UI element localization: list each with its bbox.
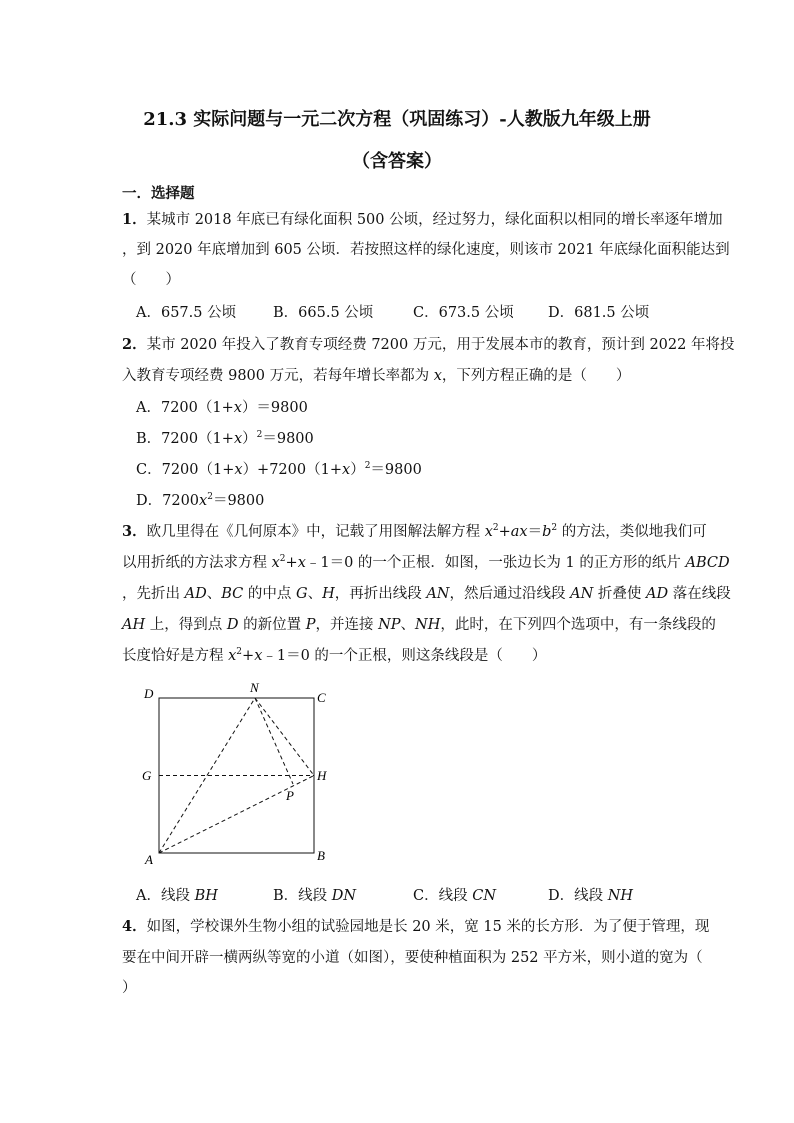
exponent: 2	[256, 430, 263, 441]
text-run: 、	[206, 586, 222, 602]
variable-x: x	[228, 648, 237, 664]
exponent: 2	[364, 461, 371, 472]
text-run: B．线段	[273, 888, 332, 904]
variable: DN	[331, 888, 357, 904]
question-1-option-a[interactable]: A．657.5 公顷	[136, 305, 237, 321]
variable: NH	[607, 888, 634, 904]
label-h: H	[317, 768, 327, 783]
question-3-number: 3．	[122, 523, 147, 540]
label-n: N	[250, 680, 259, 695]
variable-x: x	[342, 462, 351, 478]
text-run: 、	[307, 586, 323, 602]
question-4-number: 4．	[122, 918, 147, 935]
page-title: 21.3 实际问题与一元二次方程（巩固练习）-人教版九年级上册	[143, 109, 651, 130]
variable: H	[322, 586, 335, 602]
text-run: A．7200（1+	[136, 400, 234, 416]
text-run: 的方法，类似地我们可	[557, 524, 707, 540]
question-1-option-d[interactable]: D．681.5 公顷	[548, 305, 650, 321]
text-run: 的中点	[243, 586, 296, 602]
text-run: +	[285, 555, 298, 571]
text-run: D．线段	[548, 888, 608, 904]
variable: AN	[426, 586, 450, 602]
question-3-option-d[interactable]	[548, 884, 633, 905]
question-2-line-2	[122, 364, 630, 385]
label-a: A	[145, 852, 153, 866]
text-run: ，再折出线段	[334, 586, 427, 602]
text-run: C．线段	[413, 888, 473, 904]
question-3-line-1	[122, 520, 707, 541]
question-2-option-b[interactable]	[136, 427, 314, 448]
variable-ax: ax	[510, 524, 528, 540]
question-3-line-3	[122, 582, 731, 603]
text-run: ，并连接	[315, 617, 379, 633]
question-4-line-2: 要在中间开辟一横两纵等宽的小道（如图），要使种植面积为 252 平方米，则小道的宽为（	[122, 950, 703, 966]
label-p: P	[286, 788, 294, 803]
question-4-line-1	[122, 915, 709, 936]
variable-x: x	[199, 493, 208, 509]
variable: AD	[184, 586, 207, 602]
text-run: ＝	[527, 524, 543, 540]
question-1-option-b[interactable]: B．665.5 公顷	[273, 305, 374, 321]
question-2-number: 2．	[122, 336, 147, 353]
text-run: 入教育专项经费 9800 万元，若每年增长率都为	[122, 368, 434, 384]
question-4-line-3: ）	[122, 980, 137, 996]
variable-x: x	[233, 400, 242, 416]
variable: NP	[378, 617, 401, 633]
text-run: ＝9800	[370, 462, 422, 478]
variable: AH	[122, 617, 146, 633]
question-1-text: 某城市 2018 年底已有绿化面积 500 公顷，经过努力，绿化面积以相同的增长率逐年增加	[146, 212, 723, 228]
variable-x: x	[233, 431, 243, 447]
variable-x: x	[271, 555, 280, 571]
text-run: ）	[242, 431, 257, 447]
question-3-line-4	[122, 613, 716, 634]
variable-x: x	[297, 555, 306, 571]
text-run: 落在线段	[668, 586, 731, 602]
variable-x: x	[254, 648, 263, 664]
text-run: ﹣1＝0 的一个正根，则这条线段是（ ）	[262, 648, 547, 664]
text-run: D．7200	[136, 493, 200, 509]
exponent: 2	[551, 523, 558, 534]
variable: BH	[194, 888, 218, 904]
text-run: ＝9800	[212, 493, 265, 509]
label-d: D	[144, 686, 154, 701]
variable: AD	[646, 586, 669, 602]
text-run: 折叠使	[593, 586, 646, 602]
question-3-figure	[138, 676, 338, 866]
text-run: ﹣1＝0 的一个正根．如图，一张边长为 1 的正方形的纸片	[305, 555, 686, 571]
question-2-line-1	[122, 333, 734, 354]
label-g: G	[142, 768, 152, 783]
question-2-option-d[interactable]	[136, 489, 264, 510]
text-run: ，先折出	[122, 586, 185, 602]
variable: NH	[415, 617, 441, 633]
question-3-line-5	[122, 644, 546, 665]
question-1-number: 1．	[122, 211, 147, 228]
variable-x: x	[484, 524, 493, 540]
question-2-text: 某市 2020 年投入了教育专项经费 7200 万元，用于发展本市的教育，预计到 2022 年将投	[146, 337, 735, 353]
text-run: ）+7200（1+	[242, 462, 342, 478]
question-1-line-3: （ ）	[122, 272, 180, 288]
question-3-line-2	[122, 551, 730, 572]
text-run: ＝9800	[262, 431, 314, 447]
text-run: 欧几里得在《几何原本》中，记载了用图解法解方程	[146, 524, 485, 540]
variable: BC	[221, 586, 244, 602]
text-run: ，下列方程正确的是（ ）	[441, 368, 631, 384]
text-run: 上，得到点	[145, 617, 227, 633]
label-c: C	[317, 690, 326, 705]
question-3-option-c[interactable]	[413, 884, 496, 905]
text-run: ）	[350, 462, 365, 478]
variable: P	[305, 617, 316, 633]
variable: CN	[472, 888, 497, 904]
text-run: ，此时，在下列四个选项中，有一条线段的	[440, 617, 716, 633]
text-run: B．7200（1+	[136, 431, 234, 447]
text-run: 的新位置	[238, 617, 306, 633]
question-1-option-c[interactable]: C．673.5 公顷	[413, 305, 514, 321]
variable-x: x	[234, 462, 243, 478]
question-1-line-2: ，到 2020 年底增加到 605 公顷．若按照这样的绿化速度，则该市 2021 年底绿化面积能达到	[122, 242, 730, 258]
section-heading: 一．选择题	[122, 185, 195, 202]
segment-np	[255, 698, 293, 784]
text-run: 、	[400, 617, 416, 633]
label-b: B	[317, 848, 325, 863]
question-2-option-c[interactable]	[136, 458, 422, 479]
variable-abcd: ABCD	[685, 555, 730, 571]
text-run: ，然后通过沿线段	[449, 586, 571, 602]
text-run: 以用折纸的方法求方程	[122, 555, 272, 571]
variable: AN	[570, 586, 594, 602]
question-3-option-a[interactable]	[136, 884, 218, 905]
variable-x: x	[433, 368, 442, 384]
exponent: 2	[279, 554, 286, 565]
text-run: ）＝9800	[241, 400, 308, 416]
text-run: +	[242, 648, 255, 664]
question-2-option-a[interactable]	[136, 396, 308, 417]
text-run: +	[498, 524, 511, 540]
variable: G	[295, 586, 308, 602]
page-subtitle: （含答案）	[352, 151, 442, 172]
question-1-line-1	[122, 208, 723, 229]
text-run: C．7200（1+	[136, 462, 235, 478]
variable: D	[226, 617, 239, 633]
question-4-text: 如图，学校课外生物小组的试验园地是长 20 米，宽 15 米的长方形．为了便于管理，现	[146, 919, 710, 935]
text-run: A．线段	[136, 888, 195, 904]
text-run: 长度恰好是方程	[122, 648, 229, 664]
question-3-option-b[interactable]	[273, 884, 356, 905]
exponent: 2	[236, 647, 243, 658]
exponent: 2	[492, 523, 499, 534]
variable-b: b	[542, 524, 552, 540]
exponent: 2	[207, 492, 213, 503]
